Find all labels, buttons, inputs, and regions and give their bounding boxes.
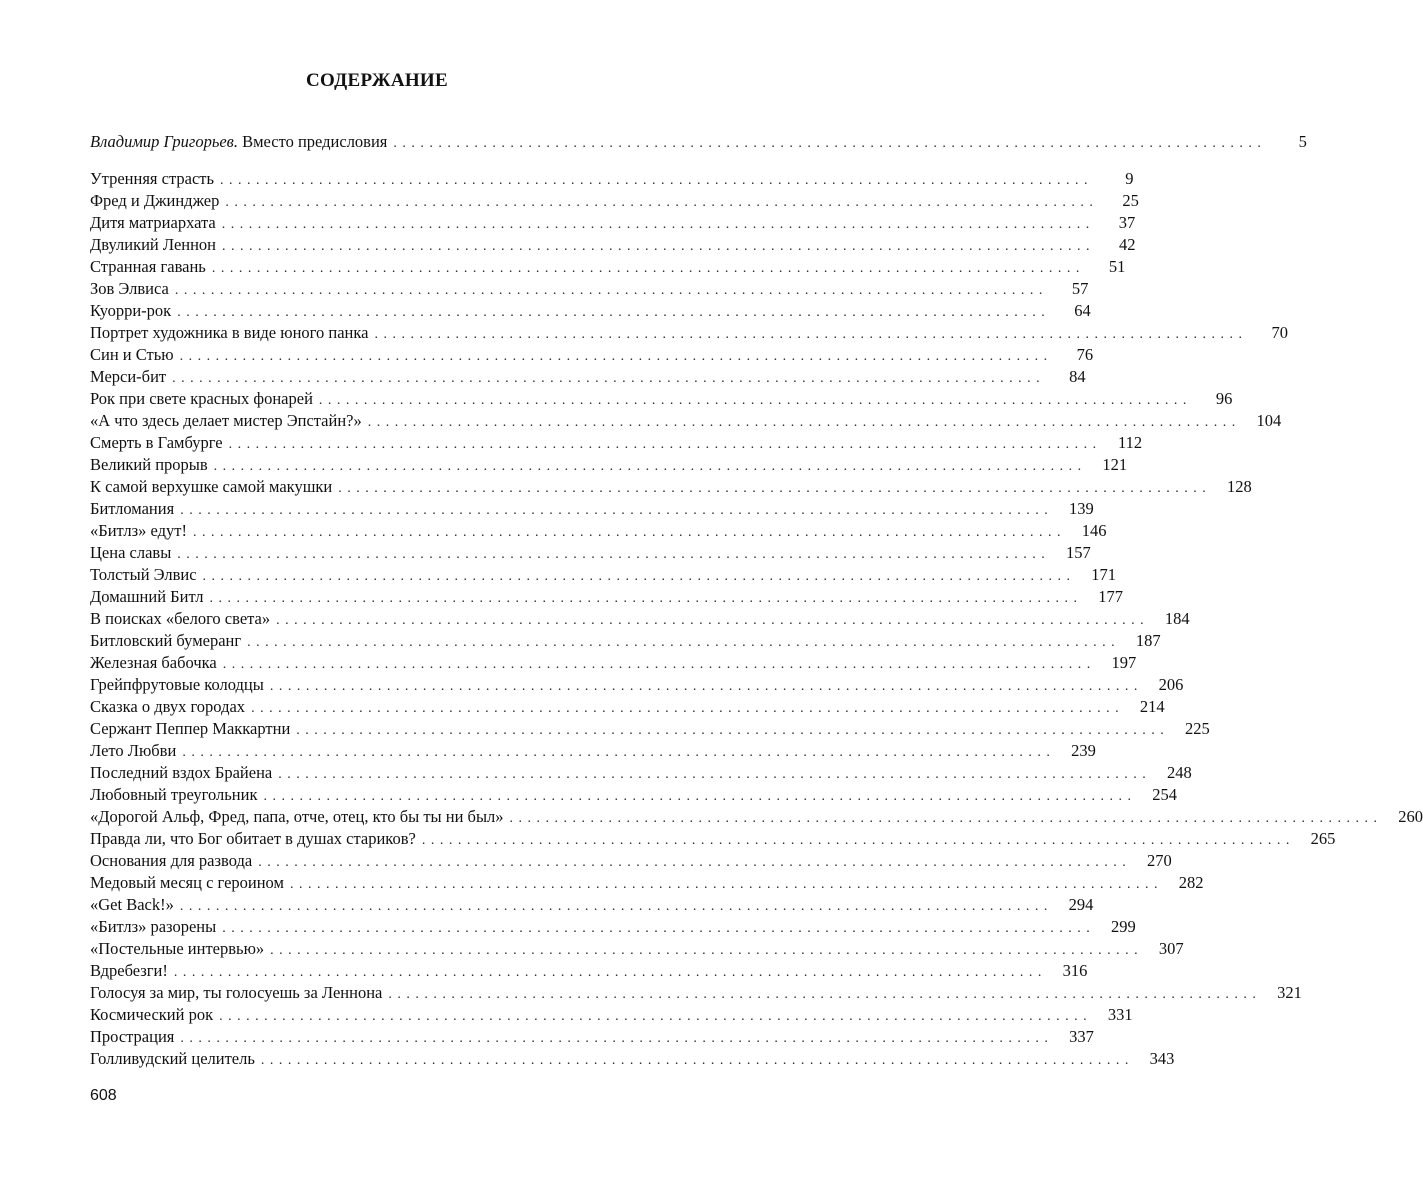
toc-entry-page: 270 <box>1146 851 1172 870</box>
dot-leader <box>177 302 1045 324</box>
toc-entry-page: 316 <box>1062 961 1088 980</box>
toc-preface-title: Вместо предисловия <box>242 132 388 151</box>
toc-entry-page: 96 <box>1215 389 1233 408</box>
dot-leader <box>261 1050 1129 1072</box>
toc-entry-title: Цена славы <box>90 543 172 562</box>
toc-entry-title: Сержант Пеппер Маккартни <box>90 719 291 738</box>
toc-entry-page: 294 <box>1068 895 1094 914</box>
toc-entry-title: Правда ли, что Бог обитает в душах стариков? <box>90 829 416 848</box>
toc-entry-title: «Дорогой Альф, Фред, папа, отче, отец, кто бы ты ни был» <box>90 807 504 826</box>
dot-leader <box>214 456 1082 478</box>
toc-entry-page: 187 <box>1135 631 1161 650</box>
dot-leader <box>296 720 1164 742</box>
toc-entry <box>90 388 1233 410</box>
toc-entry-page: 206 <box>1158 675 1184 694</box>
toc-entry <box>90 916 1136 938</box>
toc-entry-page: 239 <box>1071 741 1096 760</box>
toc-entry-page: 57 <box>1071 279 1089 298</box>
dot-leader <box>338 478 1206 500</box>
toc-entry <box>90 520 1107 542</box>
toc-entry <box>90 1026 1094 1048</box>
toc-entry-page: 64 <box>1074 301 1091 320</box>
toc-entry-title: Фред и Джинджер <box>90 191 220 210</box>
toc-entry-page: 76 <box>1076 345 1094 364</box>
dot-leader <box>177 544 1045 566</box>
toc-entry-title: Дитя матриархата <box>90 213 216 232</box>
toc-list <box>90 168 1423 1070</box>
toc-entry-title: Утренняя страсть <box>90 169 214 188</box>
toc-entry-page: 307 <box>1158 939 1184 958</box>
toc-entry <box>90 366 1086 388</box>
toc-entry-page: 70 <box>1271 323 1288 342</box>
toc-entry-title: Син и Стью <box>90 345 174 364</box>
toc-entry-title: Зов Элвиса <box>90 279 169 298</box>
toc-entry <box>90 850 1172 872</box>
toc-entry-title: Битловский бумеранг <box>90 631 242 650</box>
dot-leader <box>180 346 1048 368</box>
toc-entry-page: 214 <box>1139 697 1165 716</box>
toc-entry-page: 248 <box>1166 763 1192 782</box>
toc-entry <box>90 960 1088 982</box>
dot-leader <box>203 566 1071 588</box>
toc-entry-title: Рок при свете красных фонарей <box>90 389 313 408</box>
dot-leader <box>510 808 1378 830</box>
toc-entry-title: «Get Back!» <box>90 895 174 914</box>
dot-leader <box>247 632 1115 654</box>
toc-entry-page: 282 <box>1178 873 1204 892</box>
toc-entry-title: В поисках «белого света» <box>90 609 271 628</box>
toc-entry <box>90 542 1091 564</box>
dot-leader <box>225 192 1093 214</box>
toc-entry-title: Медовый месяц с героином <box>90 873 284 892</box>
toc-entry <box>90 1048 1175 1070</box>
dot-leader <box>251 698 1119 720</box>
dot-leader <box>174 962 1042 984</box>
toc-entry <box>90 784 1177 806</box>
toc-entry-page: 37 <box>1118 213 1136 232</box>
toc-entry-page: 112 <box>1117 433 1143 452</box>
toc-entry <box>90 344 1094 366</box>
toc-entry <box>90 718 1210 740</box>
toc-entry <box>90 894 1094 916</box>
dot-leader <box>180 500 1048 522</box>
dot-leader <box>223 654 1091 676</box>
toc-entry-page: 42 <box>1119 235 1136 254</box>
toc-entry-page: 104 <box>1256 411 1282 430</box>
toc-entry-title: Мерси-бит <box>90 367 167 386</box>
dot-leader <box>276 610 1144 632</box>
dot-leader <box>193 522 1061 544</box>
toc-entry-title: Куорри-рок <box>90 301 172 320</box>
dot-leader <box>278 764 1146 786</box>
toc-entry-title: Любовный треугольник <box>90 785 258 804</box>
toc-entry-page: 184 <box>1164 609 1190 628</box>
dot-leader <box>368 412 1236 434</box>
toc-entry <box>90 652 1137 674</box>
dot-leader <box>182 742 1050 764</box>
dot-leader <box>374 324 1242 346</box>
dot-leader <box>393 133 1261 155</box>
toc-entry <box>90 982 1302 1004</box>
toc-entry-page: 260 <box>1398 807 1423 826</box>
toc-entry-page: 121 <box>1102 455 1128 474</box>
toc-entry-page: 9 <box>1125 169 1134 188</box>
toc-entry-page: 337 <box>1069 1027 1094 1046</box>
dot-leader <box>175 280 1043 302</box>
dot-leader <box>220 170 1088 192</box>
toc-entry <box>90 1004 1133 1026</box>
toc-entry-title: Прострация <box>90 1027 175 1046</box>
toc-entry-page: 84 <box>1069 367 1086 386</box>
toc-entry <box>90 498 1094 520</box>
dot-leader <box>270 676 1138 698</box>
toc-entry-title: Битломания <box>90 499 175 518</box>
toc-entry-title: Странная гавань <box>90 257 206 276</box>
dot-leader <box>222 214 1090 236</box>
toc-entry-title: «Постельные интервью» <box>90 939 265 958</box>
toc-entry <box>90 476 1252 498</box>
dot-leader <box>229 434 1097 456</box>
toc-entry-title: «Битлз» разорены <box>90 917 217 936</box>
toc-entry-page: 343 <box>1149 1049 1175 1068</box>
toc-entry-title: Грейпфрутовые колодцы <box>90 675 264 694</box>
dot-leader <box>290 874 1158 896</box>
toc-entry-page: 299 <box>1110 917 1136 936</box>
toc-entry-title: Толстый Элвис <box>90 565 197 584</box>
toc-entry-page: 5 <box>1298 132 1307 151</box>
toc-entry <box>90 190 1139 212</box>
dot-leader <box>210 588 1078 610</box>
toc-entry-page: 265 <box>1310 829 1336 848</box>
toc-entry-page: 128 <box>1227 477 1252 496</box>
toc-entry-title: Голливудский целитель <box>90 1049 255 1068</box>
dot-leader <box>422 830 1290 852</box>
toc-entry-title: К самой верхушке самой макушки <box>90 477 333 496</box>
toc-entry <box>90 806 1423 828</box>
toc-preface <box>90 131 1307 153</box>
toc-entry-title: Портрет художника в виде юного панка <box>90 323 369 342</box>
toc-entry-title: Железная бабочка <box>90 653 217 672</box>
toc-entry <box>90 630 1161 652</box>
toc-entry-page: 321 <box>1277 983 1302 1002</box>
dot-leader <box>180 896 1048 918</box>
toc-entry-page: 197 <box>1111 653 1137 672</box>
toc-entry-title: Голосуя за мир, ты голосуешь за Леннона <box>90 983 383 1002</box>
toc-entry-title: Вдребезги! <box>90 961 168 980</box>
dot-leader <box>258 852 1126 874</box>
toc-entry-page: 51 <box>1108 257 1126 276</box>
toc-entry-page: 171 <box>1091 565 1117 584</box>
toc-entry <box>90 410 1282 432</box>
toc-entry <box>90 938 1184 960</box>
toc-entry-page: 225 <box>1185 719 1210 738</box>
toc-entry <box>90 762 1192 784</box>
toc-entry-title: «А что здесь делает мистер Эпстайн?» <box>90 411 362 430</box>
toc-entry <box>90 432 1143 454</box>
toc-entry-title: «Битлз» едут! <box>90 521 187 540</box>
toc-entry-title: Смерть в Гамбурге <box>90 433 223 452</box>
dot-leader <box>388 984 1256 1006</box>
toc-entry <box>90 586 1124 608</box>
page-number: 608 <box>90 1087 117 1104</box>
toc-entry-title: Основания для развода <box>90 851 253 870</box>
toc-entry-page: 146 <box>1081 521 1107 540</box>
toc-entry <box>90 674 1184 696</box>
toc-entry <box>90 234 1136 256</box>
page-title: СОДЕРЖАНИЕ <box>306 70 448 91</box>
toc-entry <box>90 454 1128 476</box>
toc-entry-title: Последний вздох Брайена <box>90 763 273 782</box>
dot-leader <box>180 1028 1048 1050</box>
toc-entry-title: Великий прорыв <box>90 455 208 474</box>
dot-leader <box>219 1006 1087 1028</box>
toc-entry-page: 254 <box>1152 785 1177 804</box>
toc-preface-author: Владимир Григорьев. <box>90 132 238 151</box>
toc-entry-title: Лето Любви <box>90 741 177 760</box>
toc-entry <box>90 872 1204 894</box>
dot-leader <box>270 940 1138 962</box>
toc-entry <box>90 740 1096 762</box>
toc-entry-label <box>90 131 393 153</box>
dot-leader <box>212 258 1080 280</box>
toc-entry <box>90 168 1134 190</box>
toc-entry-page: 139 <box>1068 499 1094 518</box>
toc-entry <box>90 212 1136 234</box>
toc-entry <box>90 256 1126 278</box>
toc-entry-title: Двуликий Леннон <box>90 235 217 254</box>
dot-leader <box>222 236 1090 258</box>
toc-entry <box>90 696 1165 718</box>
toc-entry-title: Сказка о двух городах <box>90 697 246 716</box>
toc-entry-title: Домашний Битл <box>90 587 204 606</box>
dot-leader <box>319 390 1187 412</box>
toc-entry-page: 25 <box>1122 191 1139 210</box>
toc-entry <box>90 278 1089 300</box>
toc-entry-page: 177 <box>1098 587 1124 606</box>
dot-leader <box>263 786 1131 808</box>
toc-entry-page: 157 <box>1066 543 1091 562</box>
dot-leader <box>222 918 1090 940</box>
toc-entry <box>90 300 1091 322</box>
toc-entry-title: Космический рок <box>90 1005 214 1024</box>
toc-entry <box>90 564 1117 586</box>
toc-entry <box>90 828 1336 850</box>
toc-entry-page: 331 <box>1107 1005 1133 1024</box>
toc-entry <box>90 608 1190 630</box>
dot-leader <box>172 368 1040 390</box>
toc-entry-preface <box>90 131 1307 153</box>
toc-entry <box>90 322 1288 344</box>
